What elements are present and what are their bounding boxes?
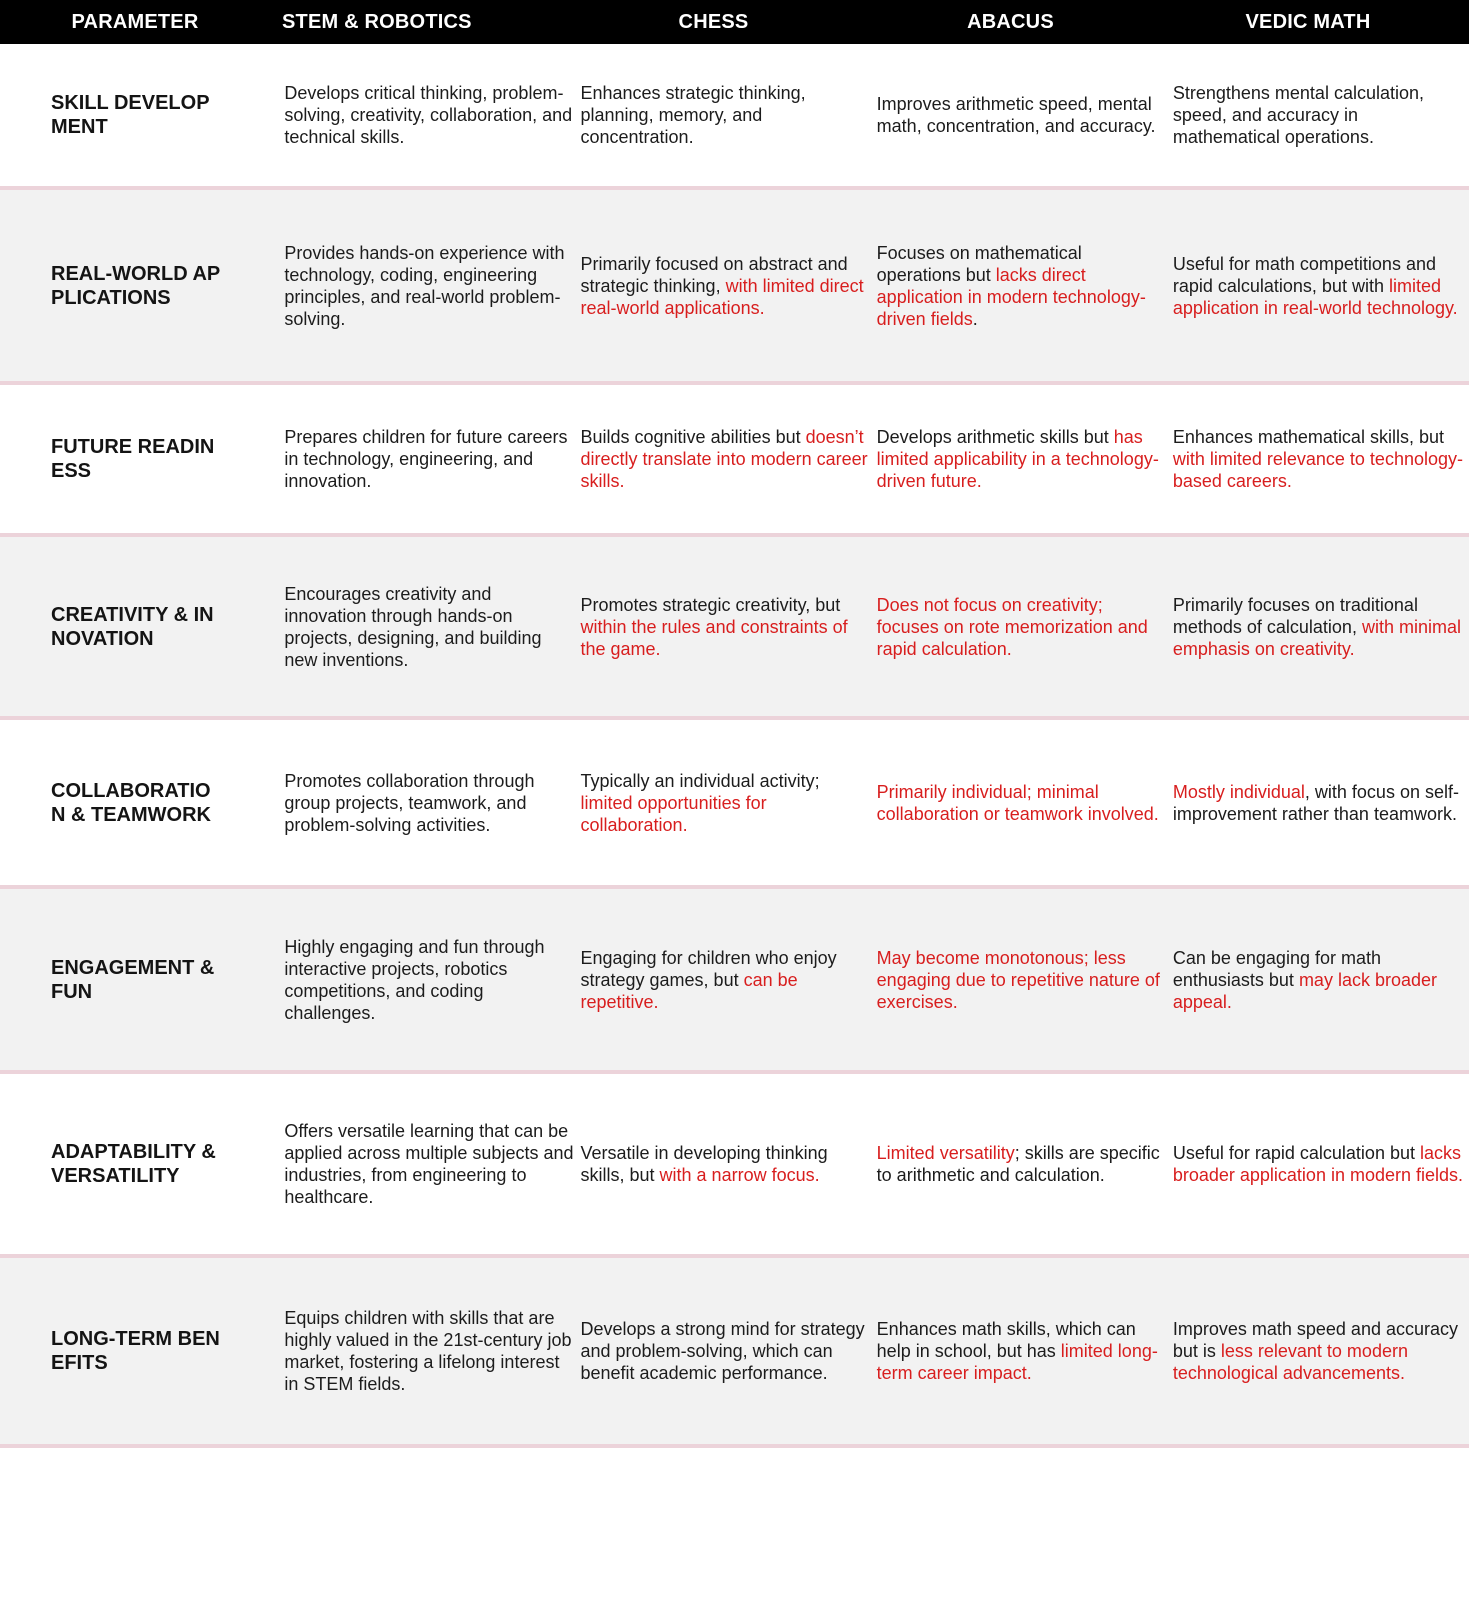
highlighted-text: has limited applicability in a technology-driven future. bbox=[876, 427, 1159, 491]
parameter-label bbox=[0, 435, 284, 483]
cell-text: Strengthens mental calculation, speed, and accuracy in mathematical operations. bbox=[1172, 83, 1424, 147]
header-parameter: PARAMETER bbox=[71, 10, 199, 33]
parameter-label bbox=[0, 779, 284, 827]
cell-text: Useful for math competitions and rapid calculations, but with bbox=[1172, 253, 1436, 296]
cell-text: Enhances strategic thinking, planning, memory, and concentration. bbox=[580, 83, 806, 147]
parameter-label-text: ADAPTABILITY & VERSATILITY bbox=[51, 1141, 216, 1187]
cell-text: Provides hands-on experience with technology, coding, engineering principles, and real-world problem-solving. bbox=[284, 242, 565, 329]
highlighted-text: limited opportunities for collaboration. bbox=[580, 792, 767, 835]
highlighted-text: Limited versatility bbox=[876, 1143, 1015, 1163]
cell-text: Engaging for children who enjoy strategy games, but bbox=[580, 947, 837, 990]
highlighted-text: with minimal emphasis on creativity. bbox=[1172, 616, 1461, 659]
cell-text: Develops arithmetic skills but bbox=[876, 427, 1114, 447]
cell-text: Focuses on mathematical operations but bbox=[876, 242, 1082, 285]
cell-text: Enhances math skills, which can help in school, but has bbox=[876, 1319, 1136, 1361]
cell-text: Enhances mathematical skills, but bbox=[1172, 427, 1444, 447]
cell-text: ; skills are specific to arithmetic and calculation. bbox=[876, 1143, 1160, 1185]
stem-cell bbox=[284, 82, 580, 148]
highlighted-text: Mostly individual bbox=[1172, 781, 1305, 802]
cell-text: Primarily focused on abstract and strategic thinking, bbox=[580, 253, 848, 296]
cell-text: Can be engaging for math enthusiasts but bbox=[1172, 947, 1381, 990]
table-body bbox=[0, 44, 1469, 1448]
header-vedic-math: VEDIC MATH bbox=[1245, 10, 1371, 33]
table-row bbox=[0, 889, 1469, 1074]
chess-cell bbox=[581, 947, 877, 1013]
vedic-cell bbox=[1173, 82, 1469, 148]
cell-text: Versatile in developing thinking skills, but bbox=[580, 1143, 828, 1185]
abacus-cell bbox=[877, 594, 1173, 660]
highlighted-text: with limited direct real-world applications. bbox=[580, 275, 864, 318]
parameter-label bbox=[0, 1140, 284, 1188]
cell-text: Improves arithmetic speed, mental math, concentration, and accuracy. bbox=[876, 94, 1156, 136]
chess-cell bbox=[581, 1142, 877, 1186]
table-row bbox=[0, 385, 1469, 537]
parameter-label bbox=[0, 1327, 284, 1375]
parameter-label bbox=[0, 603, 284, 651]
highlighted-text: Does not focus on creativity; focuses on rote memorization and rapid calculation. bbox=[876, 594, 1148, 659]
parameter-label-text: ENGAGEMENT & FUN bbox=[51, 956, 215, 1003]
cell-text: Prepares children for future careers in technology, engineering, and innovation. bbox=[284, 427, 568, 491]
abacus-cell bbox=[877, 947, 1173, 1013]
parameter-label-text: LONG-TERM BENEFITS bbox=[51, 1328, 220, 1374]
parameter-label-text: FUTURE READINESS bbox=[51, 436, 215, 482]
highlighted-text: Primarily individual; minimal collaboration or teamwork involved. bbox=[876, 781, 1159, 824]
cell-text: Typically an individual activity; bbox=[580, 770, 820, 791]
highlighted-text: limited application in real-world technology. bbox=[1172, 275, 1458, 318]
chess-cell bbox=[581, 426, 877, 492]
highlighted-text: May become monotonous; less engaging due to repetitive nature of exercises. bbox=[876, 947, 1160, 1012]
vedic-cell bbox=[1173, 781, 1469, 825]
abacus-cell bbox=[877, 93, 1173, 137]
vedic-cell bbox=[1173, 253, 1469, 319]
highlighted-text: within the rules and constraints of the game. bbox=[580, 616, 848, 659]
stem-cell bbox=[284, 426, 580, 492]
stem-cell bbox=[284, 242, 580, 330]
cell-text: Useful for rapid calculation but bbox=[1172, 1143, 1420, 1163]
vedic-cell bbox=[1173, 1318, 1469, 1384]
parameter-label-text: SKILL DEVELOPMENT bbox=[51, 92, 210, 138]
vedic-cell bbox=[1173, 594, 1469, 660]
cell-text: Highly engaging and fun through interactive projects, robotics competitions, and coding challenges. bbox=[284, 936, 545, 1023]
header-abacus: ABACUS bbox=[967, 10, 1054, 33]
stem-cell bbox=[284, 1307, 580, 1395]
abacus-cell bbox=[877, 426, 1173, 492]
cell-text: Equips children with skills that are highly valued in the 21st-century job market, fostering a lifelong interest in STEM fields. bbox=[284, 1308, 572, 1394]
cell-text: Promotes collaboration through group projects, teamwork, and problem-solving activities. bbox=[284, 770, 535, 835]
header-stem-robotics: STEM & ROBOTICS bbox=[282, 10, 472, 33]
cell-text: Develops a strong mind for strategy and problem-solving, which can benefit academic performance. bbox=[580, 1319, 865, 1383]
highlighted-text: lacks direct application in modern technology-driven fields bbox=[876, 264, 1146, 329]
cell-text: , with focus on self-improvement rather than teamwork. bbox=[1172, 781, 1459, 824]
stem-cell bbox=[284, 936, 580, 1024]
parameter-label bbox=[0, 956, 284, 1004]
highlighted-text: doesn’t directly translate into modern career skills. bbox=[580, 427, 868, 491]
chess-cell bbox=[581, 594, 877, 660]
stem-cell bbox=[284, 1120, 580, 1208]
parameter-label bbox=[0, 91, 284, 139]
chess-cell bbox=[581, 82, 877, 148]
cell-text: Improves math speed and accuracy but is bbox=[1172, 1319, 1458, 1361]
abacus-cell bbox=[877, 242, 1173, 330]
vedic-cell bbox=[1173, 426, 1469, 492]
table-row bbox=[0, 44, 1469, 190]
cell-text: Offers versatile learning that can be applied across multiple subjects and industries, from engineering to healthcare. bbox=[284, 1121, 574, 1207]
abacus-cell bbox=[877, 1142, 1173, 1186]
table-row bbox=[0, 720, 1469, 889]
parameter-label-text: REAL-WORLD APPLICATIONS bbox=[51, 262, 221, 309]
chess-cell bbox=[581, 1318, 877, 1384]
chess-cell bbox=[581, 770, 877, 836]
header-chess: CHESS bbox=[678, 10, 749, 33]
abacus-cell bbox=[877, 1318, 1173, 1384]
table-row bbox=[0, 1074, 1469, 1258]
cell-text: Builds cognitive abilities but bbox=[580, 427, 806, 447]
highlighted-text: lacks broader application in modern fields. bbox=[1172, 1143, 1464, 1185]
cell-text: Develops critical thinking, problem-solving, creativity, collaboration, and technical skills. bbox=[284, 83, 573, 147]
table-header-row bbox=[0, 0, 1469, 44]
stem-cell bbox=[284, 770, 580, 836]
highlighted-text: limited long-term career impact. bbox=[876, 1341, 1158, 1383]
cell-text: Primarily focuses on traditional methods of calculation, bbox=[1172, 594, 1418, 637]
cell-text: Promotes strategic creativity, but bbox=[580, 594, 841, 615]
table-row bbox=[0, 1258, 1469, 1448]
table-row bbox=[0, 190, 1469, 385]
highlighted-text: may lack broader appeal. bbox=[1172, 969, 1437, 1012]
highlighted-text: with a narrow focus. bbox=[659, 1165, 820, 1185]
highlighted-text: less relevant to modern technological advancements. bbox=[1172, 1341, 1408, 1383]
stem-cell bbox=[284, 583, 580, 671]
vedic-cell bbox=[1173, 947, 1469, 1013]
parameter-label-text: COLLABORATION & TEAMWORK bbox=[51, 779, 211, 826]
parameter-label-text: CREATIVITY & INNOVATION bbox=[51, 603, 214, 650]
chess-cell bbox=[581, 253, 877, 319]
highlighted-text: with limited relevance to technology-based careers. bbox=[1172, 449, 1463, 491]
parameter-label bbox=[0, 262, 284, 310]
highlighted-text: can be repetitive. bbox=[580, 969, 798, 1012]
cell-text: . bbox=[972, 308, 978, 329]
cell-text: Encourages creativity and innovation through hands-on projects, designing, and building new inventions. bbox=[284, 583, 542, 670]
table-row bbox=[0, 537, 1469, 720]
abacus-cell bbox=[877, 781, 1173, 825]
vedic-cell bbox=[1173, 1142, 1469, 1186]
